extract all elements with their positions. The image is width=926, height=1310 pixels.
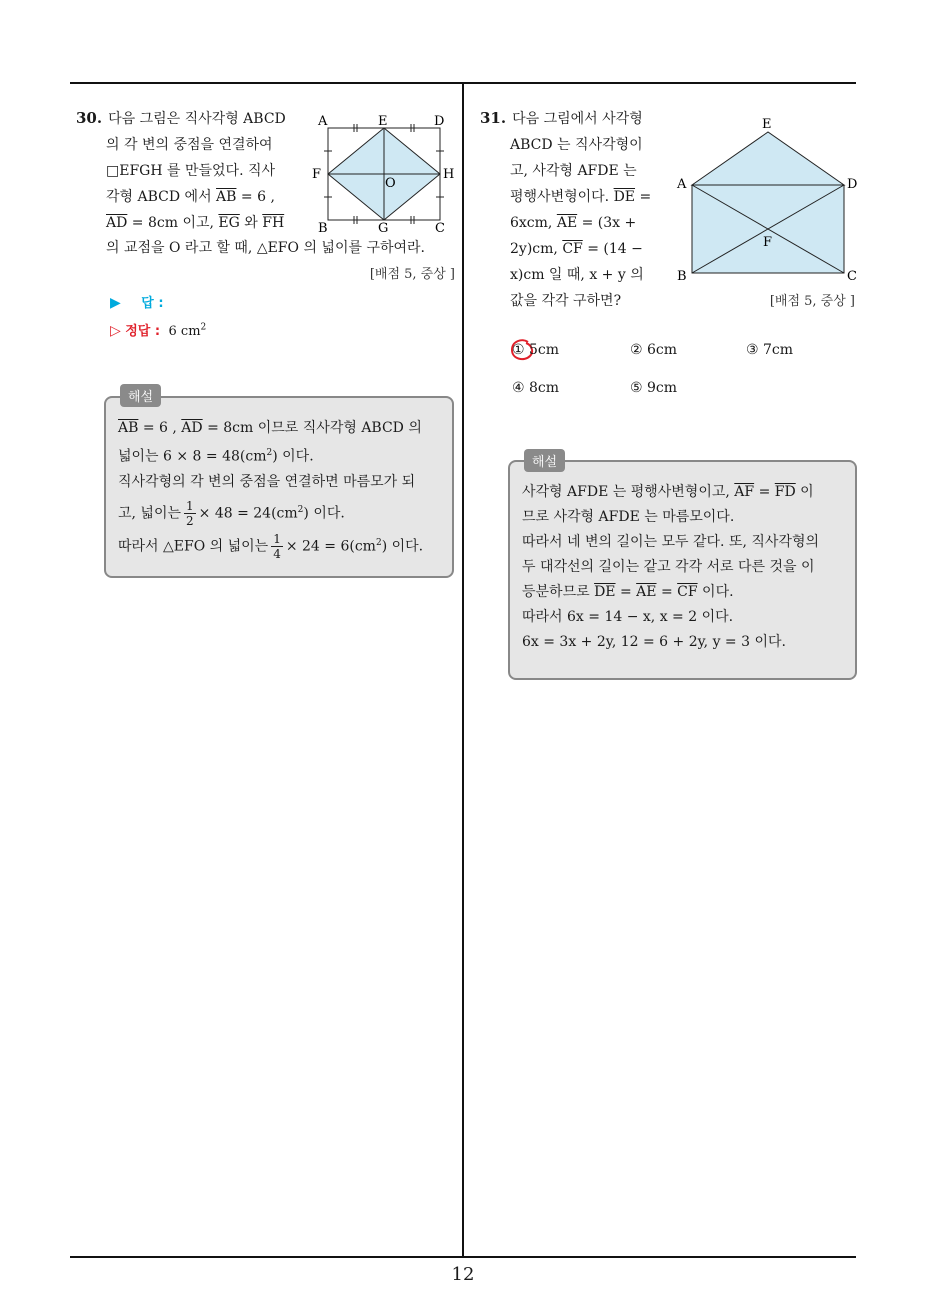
correct-label: 정답 :	[125, 324, 161, 339]
explain-line: 따라서 네 변의 길이는 모두 같다. 또, 직사각형의	[522, 534, 820, 550]
denominator: 2	[186, 513, 194, 528]
q30-line: 다음 그림은 직사각형 ABCD	[108, 111, 286, 127]
q31-text-span: 6xcm,	[510, 215, 553, 231]
choice-5[interactable]: ⑤ 9cm	[630, 380, 678, 396]
correct-value-text: 6 cm	[168, 324, 201, 339]
play-marker-icon: ▶	[110, 295, 121, 311]
q31-text-span: = (3x +	[577, 215, 637, 231]
question-number: 31.	[480, 109, 507, 127]
label-D: D	[847, 177, 858, 192]
explain-span: ) 이다.	[303, 505, 345, 522]
segment-FD: $\overline{FD}$	[774, 484, 796, 500]
explain-line	[522, 480, 843, 505]
choice-4[interactable]: ④ 8cm	[512, 380, 560, 396]
explain-line	[522, 580, 843, 605]
explain-span: 사각형 AFDE 는 평행사변형이고,	[522, 484, 735, 500]
label-F: F	[763, 235, 773, 250]
explain-line: 6x = 3x + 2y, 12 = 6 + 2y, y = 3 이다.	[522, 634, 786, 650]
q31-line: 값을 각각 구하면?	[510, 293, 622, 309]
segment-DE: $\overline{DE}$	[594, 584, 616, 600]
explain-span: × 24 = 6(cm	[285, 538, 376, 555]
correct-value	[169, 324, 207, 339]
question-31-text	[480, 105, 665, 314]
label-A: A	[318, 114, 328, 129]
correct-exponent: 2	[200, 322, 207, 333]
page-number: 12	[451, 1264, 475, 1285]
segment-AE: $\overline{AE}$	[556, 215, 578, 231]
explain-span: =	[754, 484, 775, 500]
segment-CF: $\overline{CF}$	[562, 241, 583, 257]
segment-DE: $\overline{DE}$	[613, 189, 636, 205]
exponent: 2	[375, 538, 382, 549]
q30-line	[76, 210, 316, 236]
question-30-text	[76, 105, 316, 236]
segment-AB: $\overline{AB}$	[118, 420, 139, 436]
exponent: 2	[266, 448, 273, 458]
q30-explanation-tag: 해설	[120, 384, 161, 407]
explain-span: 등분하므로	[522, 584, 595, 600]
fraction-one-half	[184, 499, 196, 528]
segment-AD: $\overline{AD}$	[106, 215, 128, 231]
q30-line-last: 의 교점을 O 라고 할 때, △EFO 의 넓이를 구하여라.	[106, 240, 425, 256]
q31-text-span: = (14 −	[582, 241, 643, 257]
choice-2[interactable]: ② 6cm	[630, 342, 678, 358]
explain-line	[118, 441, 440, 470]
explain-span: 고, 넓이는	[118, 505, 181, 522]
label-F: F	[312, 167, 322, 182]
segment-AB: $\overline{AB}$	[216, 189, 237, 205]
q31-explanation-tag: 해설	[524, 449, 565, 472]
explain-line	[118, 528, 440, 562]
segment-AD: $\overline{AD}$	[181, 420, 203, 436]
q31-explanation-box	[508, 460, 857, 680]
label-E: E	[762, 117, 772, 132]
q31-line: 고, 사각형 AFDE 는	[510, 163, 637, 179]
q31-line: x)cm 일 때, x + y 의	[510, 267, 644, 283]
q30-text-span: = 6 ,	[236, 189, 275, 205]
q30-text-span: 각형 ABCD 에서	[106, 189, 212, 205]
explain-line	[118, 416, 440, 441]
fraction-one-quarter	[271, 532, 283, 561]
q31-figure	[672, 112, 862, 287]
label-A: A	[677, 177, 687, 192]
label-B: B	[677, 269, 687, 284]
label-G: G	[378, 221, 389, 235]
answer-row	[110, 292, 164, 311]
explain-span: =	[615, 584, 637, 600]
q30-line: □EFGH 를 만들었다. 직사	[106, 163, 276, 179]
label-O: O	[385, 176, 396, 191]
denominator: 4	[273, 547, 281, 562]
explain-span: ) 이다.	[272, 448, 314, 465]
explain-line: 므로 사각형 AFDE 는 마름모이다.	[522, 509, 735, 525]
explain-span: 넓이는 6 × 8 = 48(cm	[118, 448, 267, 465]
choice-1[interactable]: ① 5cm	[512, 342, 560, 358]
explain-line	[118, 495, 440, 529]
triangle-AED	[692, 132, 844, 185]
segment-AE: $\overline{AE}$	[636, 584, 657, 600]
choice-3[interactable]: ③ 7cm	[746, 342, 794, 358]
explain-span: = 8cm 이므로 직사각형 ABCD 의	[202, 420, 422, 436]
correct-answer-row	[110, 320, 206, 339]
q31-line: ABCD 는 직사각형이	[510, 137, 643, 153]
q31-line: 다음 그림에서 사각형	[512, 111, 643, 127]
triangle-outline-icon: ▷	[110, 323, 121, 339]
segment-CF: $\overline{CF}$	[677, 584, 698, 600]
question-number: 30.	[76, 109, 103, 127]
numerator: 1	[186, 498, 194, 513]
numerator: 1	[273, 532, 281, 547]
q31-text-span: 평행사변형이다.	[510, 189, 610, 205]
label-C: C	[435, 221, 445, 235]
explain-span: ) 이다.	[381, 538, 424, 555]
column-divider	[462, 82, 464, 1257]
segment-EG: $\overline{EG}$	[218, 215, 240, 231]
explain-span: × 48 = 24(cm	[198, 505, 298, 522]
bottom-rule	[70, 1256, 856, 1258]
q31-text-span: =	[635, 189, 652, 205]
exponent: 2	[297, 504, 304, 515]
explain-span: =	[656, 584, 678, 600]
explain-line: 직사각형의 각 변의 중점을 연결하면 마름모가 되	[118, 473, 416, 490]
q31-line	[480, 184, 665, 210]
q30-line: 의 각 변의 중점을 연결하여	[106, 137, 273, 153]
segment-AF: $\overline{AF}$	[734, 484, 755, 500]
q30-line	[76, 184, 316, 210]
label-B: B	[318, 221, 328, 235]
explain-span: 따라서 △EFO 의 넓이는	[118, 538, 269, 555]
explain-line: 두 대각선의 길이는 같고 각각 서로 다른 것을 이	[522, 559, 815, 575]
q30-text-span: 와	[239, 215, 263, 231]
segment-FH: $\overline{FH}$	[262, 215, 285, 231]
explain-span: 이다.	[697, 584, 734, 600]
q30-explanation-box	[104, 396, 454, 578]
explain-span: = 6 ,	[138, 420, 182, 436]
explain-line: 따라서 6x = 14 − x, x = 2 이다.	[522, 609, 734, 625]
q30-rectangle-figure	[310, 110, 460, 235]
q30-text-span: = 8cm 이고,	[127, 215, 214, 231]
explain-span: 이	[795, 484, 814, 500]
label-E: E	[378, 114, 388, 129]
label-C: C	[847, 269, 857, 284]
label-D: D	[434, 114, 445, 129]
q31-line	[480, 236, 665, 262]
q31-text-span: 2y)cm,	[510, 241, 558, 257]
q31-meta: [배점 5, 중상 ]	[769, 294, 855, 309]
label-H: H	[443, 167, 455, 182]
q30-meta: [배점 5, 중상 ]	[369, 267, 455, 282]
answer-label: 답 :	[141, 296, 164, 311]
q31-line	[480, 210, 665, 236]
